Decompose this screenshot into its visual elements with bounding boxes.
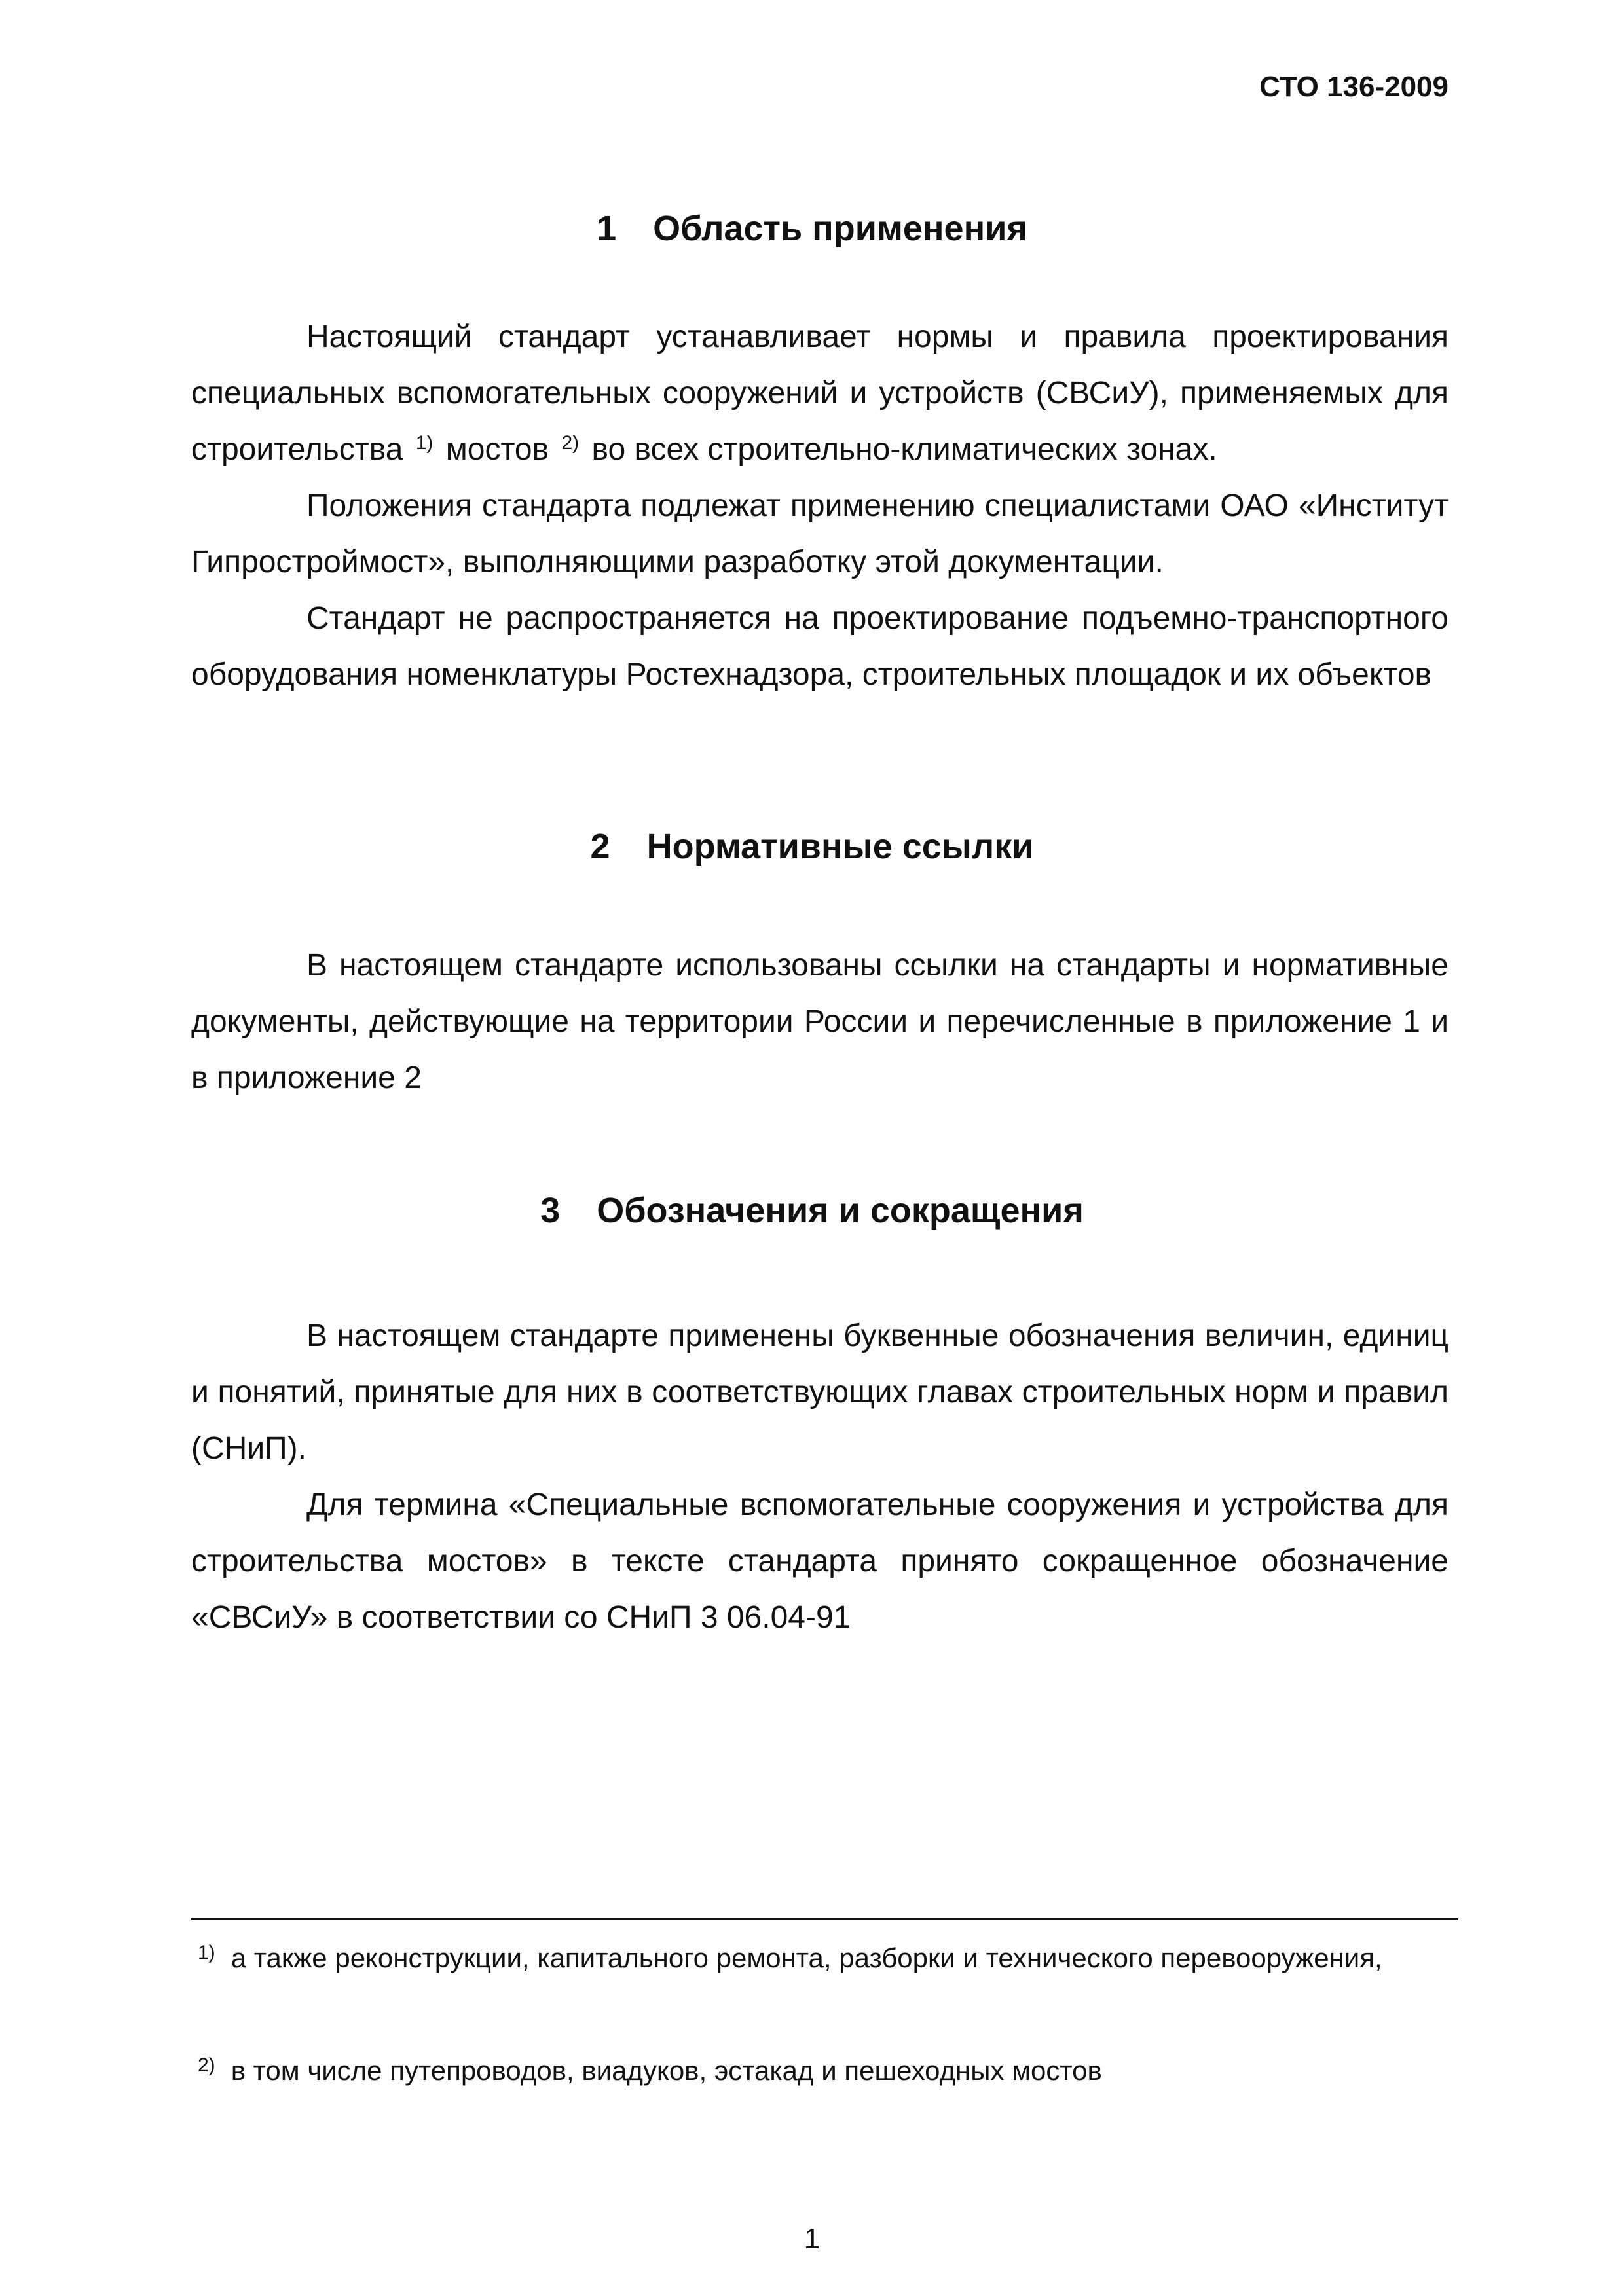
section-number: 2 — [590, 827, 610, 866]
paragraph: Стандарт не распространяется на проектирование подъемно-транспортного оборудования номенклатуры Ростехнадзора, строительных площадок и их объектов — [191, 601, 1449, 692]
paragraph — [191, 309, 1449, 478]
section-number: 1 — [597, 209, 617, 248]
footnote-ref-2: 2) — [561, 432, 580, 454]
section-title: Обозначения и сокращения — [597, 1191, 1084, 1230]
footnote-text: а также реконструкции, капитального ремонта, разборки и технического перевооружения, — [231, 1942, 1382, 1973]
paragraph-text: Настоящий стандарт устанавливает нормы и правила проектирования специальных вспомогательных сооружений и устройств (СВСиУ), применяемых для строительства — [191, 319, 1449, 467]
footnote-text: в том числе путепроводов, виадуков, эстакад и пешеходных мостов — [231, 2055, 1102, 2086]
paragraph: Положения стандарта подлежат применению специалистами ОАО «Институт Гипростроймост», выполняющими разработку этой документации. — [191, 488, 1449, 579]
section-title: Нормативные ссылки — [646, 827, 1034, 866]
footnote-2 — [191, 2044, 1458, 2098]
section-title: Область применения — [653, 209, 1027, 248]
paragraph: Для термина «Специальные вспомогательные сооружения и устройства для строительства мостов» в тексте стандарта принято сокращенное обозначение «СВСиУ» в соответствии со СНиП 3 06.04-91 — [191, 1487, 1449, 1635]
page-number: 1 — [803, 2223, 821, 2255]
footnote-1 — [191, 1931, 1458, 1985]
section-1-heading — [0, 208, 1624, 249]
section-number: 3 — [540, 1191, 561, 1230]
paragraph-text: мостов — [445, 432, 549, 467]
paragraph-text: во всех строительно-климатических зонах. — [591, 432, 1217, 467]
paragraph: В настоящем стандарте применены буквенные обозначения величин, единиц и понятий, принятые для них в соответствующих главах строительных норм и правил (СНиП). — [191, 1319, 1449, 1466]
paragraph: В настоящем стандарте использованы ссылки на стандарты и нормативные документы, действующие на территории России и перечисленные в приложение 1 и в приложение 2 — [191, 948, 1449, 1095]
footnote-ref-1: 1) — [415, 432, 434, 454]
footnote-mark: 2) — [198, 2054, 215, 2076]
footnote-separator — [191, 1918, 1458, 1920]
document-code: СТО 136-2009 — [1259, 71, 1449, 103]
section-2-heading — [0, 826, 1624, 867]
footnote-mark: 1) — [198, 1942, 215, 1963]
section-3-heading — [0, 1190, 1624, 1231]
